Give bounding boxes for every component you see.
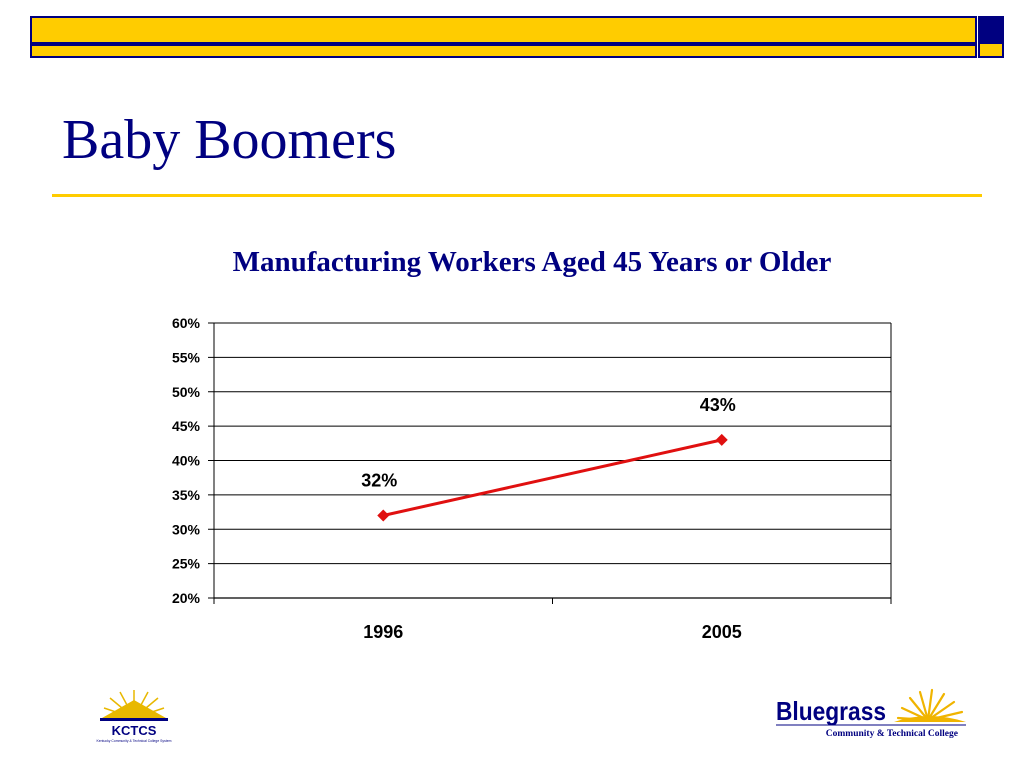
data-label: 32% [361,470,398,491]
series-line [383,440,722,516]
x-tick-label: 1996 [363,622,404,642]
slide-title: Baby Boomers [62,109,397,171]
y-tick-label: 55% [171,349,200,366]
kctcs-logo-subtext: Kentucky Community & Technical College System [96,739,172,743]
y-tick-label: 40% [171,452,200,469]
y-tick-label: 35% [171,486,200,503]
chart-title: Manufacturing Workers Aged 45 Years or Older [232,246,832,278]
y-tick-label: 30% [171,521,200,538]
bluegrass-logo-name: Bluegrass [776,696,886,726]
bluegrass-logo-subtitle: Community & Technical College [825,729,958,739]
kctcs-logo [96,688,172,744]
y-tick-label: 20% [171,590,200,606]
bluegrass-sunburst-icon [898,690,962,720]
kctcs-logo-text: KCTCS [111,723,157,738]
y-tick-label: 50% [171,383,200,400]
y-tick-label: 25% [171,555,200,572]
y-tick-label: 60% [171,315,200,331]
data-label: 43% [699,394,736,415]
x-tick-label: 2005 [701,622,742,642]
bluegrass-logo [774,688,974,744]
data-point-marker [716,434,728,446]
data-point-marker [377,510,389,522]
y-tick-label: 45% [171,418,200,435]
